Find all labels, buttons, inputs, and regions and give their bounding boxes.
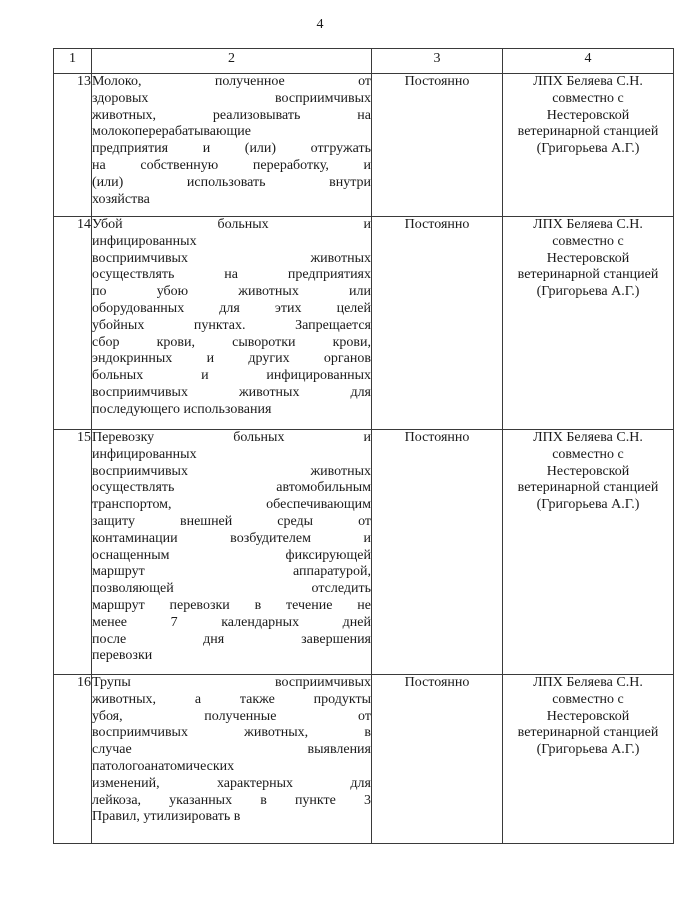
executor-line: ЛПХ Беляева С.Н. (533, 74, 643, 89)
description-line: последующего использования (92, 401, 272, 417)
description-line: изменений, характерных для (92, 775, 371, 791)
description-line: эндокринных и других органов (92, 351, 371, 367)
executor-line: ветеринарной станцией (517, 124, 659, 140)
measures-table (53, 48, 674, 844)
row-number: 16 (54, 675, 92, 844)
description-line: инфицированных (92, 446, 197, 462)
header-cell-1: 1 (54, 49, 92, 74)
executor-line: ЛПХ Беляева С.Н. (533, 217, 643, 232)
measure-executor (503, 74, 674, 217)
description-line: по убою животных или (92, 284, 371, 300)
description-line: инфицированных (92, 233, 197, 249)
executor-line: (Григорьева А.Г.) (536, 284, 640, 300)
description-line: перевозки (92, 648, 153, 664)
measure-period: Постоянно (372, 217, 503, 430)
executor-line: Нестеровской (546, 708, 630, 724)
description-line: защиту внешней среды от (92, 513, 371, 529)
description-line: хозяйства (92, 191, 150, 207)
description-line: предприятия и (или) отгружать (92, 141, 371, 157)
executor-line: (Григорьева А.Г.) (536, 742, 640, 758)
description-line: лейкоза, указанных в пункте 3 (92, 792, 371, 808)
row-number: 13 (54, 74, 92, 217)
description-line: убоя, полученные от (92, 708, 371, 724)
executor-line: ветеринарной станцией (517, 725, 659, 741)
description-line: оснащенным фиксирующей (92, 547, 371, 563)
row-number: 14 (54, 217, 92, 430)
executor-line: Нестеровской (546, 107, 630, 123)
description-line: на собственную переработку, и (92, 157, 371, 173)
description-line: (или) использовать внутри (92, 174, 371, 190)
executor-line: совместно с (552, 691, 624, 707)
description-line: Трупы восприимчивых (92, 675, 371, 690)
executor-line: (Григорьева А.Г.) (536, 497, 640, 513)
executor-line: ветеринарной станцией (517, 267, 659, 283)
page-number: 4 (316, 17, 324, 32)
measure-period: Постоянно (372, 74, 503, 217)
measure-description (92, 217, 372, 430)
description-line: сбор крови, сыворотки крови, (92, 334, 371, 350)
description-line: осуществлять автомобильным (92, 480, 371, 496)
table-row (54, 675, 674, 844)
description-line: патологоанатомических (92, 758, 235, 774)
table-row (54, 217, 674, 430)
description-line: Убой больных и (92, 217, 371, 232)
measure-period: Постоянно (372, 430, 503, 675)
measure-description (92, 430, 372, 675)
executor-line: совместно с (552, 446, 624, 462)
measure-executor (503, 217, 674, 430)
measure-description (92, 74, 372, 217)
description-line: животных, реализовывать на (92, 107, 371, 123)
measure-executor (503, 675, 674, 844)
description-line: контаминации возбудителем и (92, 530, 371, 546)
executor-line: ЛПХ Беляева С.Н. (533, 430, 643, 445)
description-line: Перевозку больных и (92, 430, 371, 445)
description-line: осуществлять на предприятиях (92, 267, 371, 283)
description-line: Правил, утилизировать в (92, 809, 241, 825)
executor-line: ветеринарной станцией (517, 480, 659, 496)
measure-executor (503, 430, 674, 675)
description-line: здоровых восприимчивых (92, 90, 371, 106)
description-line: восприимчивых животных (92, 463, 371, 479)
description-line: больных и инфицированных (92, 368, 371, 384)
measure-description (92, 675, 372, 844)
header-cell-3: 3 (372, 49, 503, 74)
description-line: случае выявления (92, 742, 371, 758)
description-line: молокоперерабатывающие (92, 124, 251, 140)
table-row (54, 430, 674, 675)
executor-line: Нестеровской (546, 463, 630, 479)
description-line: восприимчивых животных, в (92, 725, 371, 741)
executor-line: Нестеровской (546, 250, 630, 266)
header-cell-4: 4 (503, 49, 674, 74)
description-line: животных, а также продукты (92, 691, 371, 707)
executor-line: совместно с (552, 90, 624, 106)
executor-line: совместно с (552, 233, 624, 249)
description-line: маршрут перевозки в течение не (92, 597, 371, 613)
description-line: после дня завершения (92, 631, 371, 647)
measure-period: Постоянно (372, 675, 503, 844)
description-line: менее 7 календарных дней (92, 614, 371, 630)
table-header-row (54, 49, 674, 74)
description-line: транспортом, обеспечивающим (92, 497, 371, 513)
table-row (54, 74, 674, 217)
description-line: позволяющей отследить (92, 581, 371, 597)
description-line: восприимчивых животных (92, 250, 371, 266)
description-line: оборудованных для этих целей (92, 300, 371, 316)
executor-line: ЛПХ Беляева С.Н. (533, 675, 643, 690)
description-line: восприимчивых животных для (92, 384, 371, 400)
executor-line: (Григорьева А.Г.) (536, 141, 640, 157)
description-line: маршрут аппаратурой, (92, 564, 371, 580)
description-line: убойных пунктах. Запрещается (92, 317, 371, 333)
row-number: 15 (54, 430, 92, 675)
description-line: Молоко, полученное от (92, 74, 371, 89)
header-cell-2: 2 (92, 49, 372, 74)
